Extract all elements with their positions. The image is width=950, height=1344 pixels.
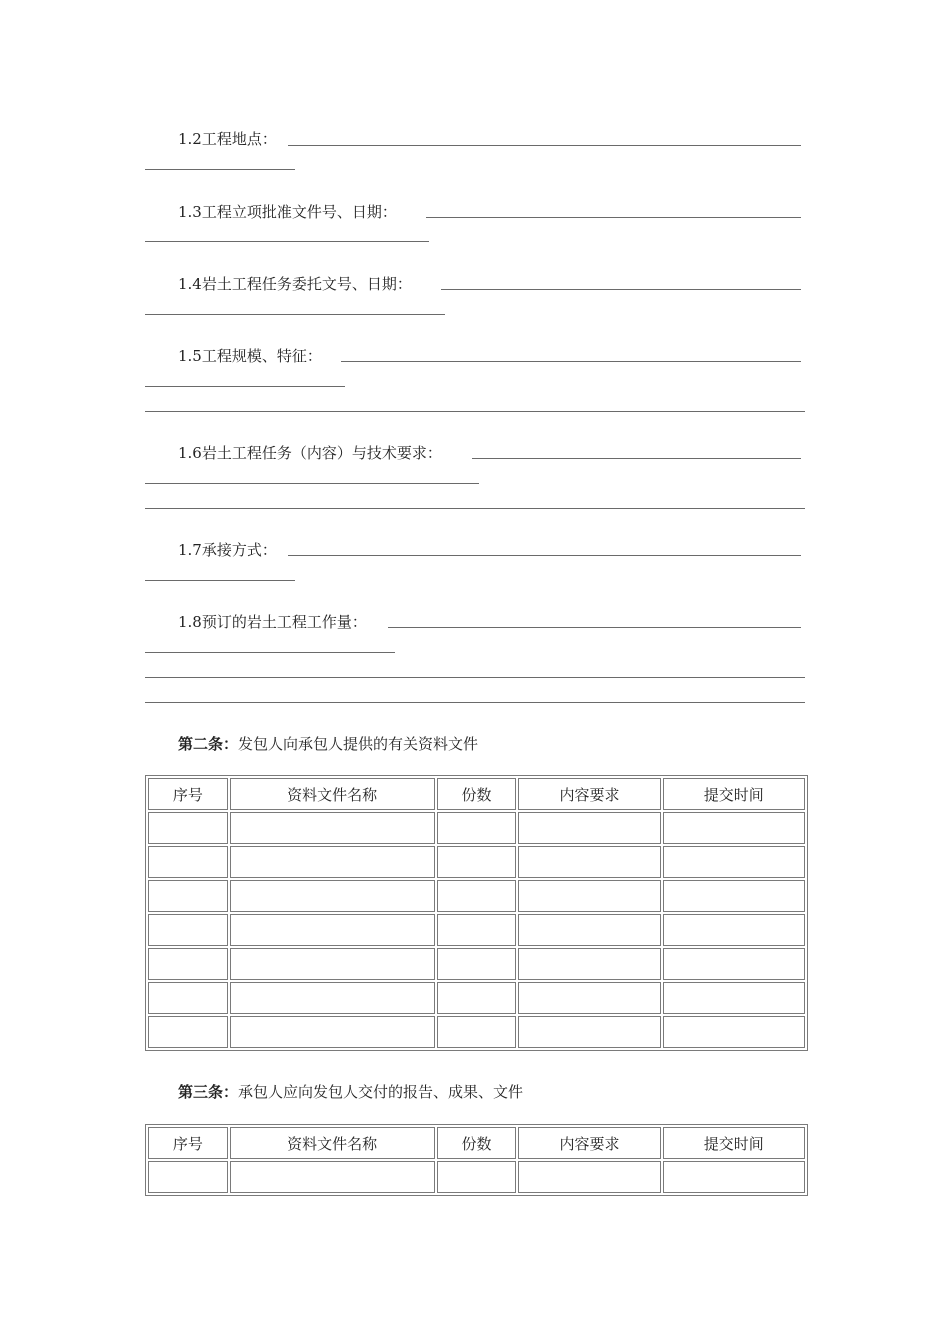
blank-line[interactable] (426, 217, 801, 218)
table-cell[interactable] (148, 914, 228, 946)
table-cell[interactable] (148, 846, 228, 878)
header-copies: 份数 (437, 778, 517, 810)
table-cell[interactable] (230, 1161, 435, 1193)
table-cell[interactable] (148, 1016, 228, 1048)
blank-line[interactable] (145, 386, 345, 387)
table-cell[interactable] (663, 1161, 805, 1193)
blank-line[interactable] (472, 458, 801, 459)
clause-label: 1.5工程规模、特征： (178, 347, 322, 365)
header-doc-name: 资料文件名称 (230, 1127, 435, 1159)
table-cell[interactable] (148, 948, 228, 980)
table-cell[interactable] (663, 880, 805, 912)
table-cell[interactable] (148, 1161, 228, 1193)
table-cell[interactable] (437, 812, 517, 844)
table-cell[interactable] (230, 914, 435, 946)
table-row (148, 812, 805, 844)
table-cell[interactable] (518, 914, 660, 946)
table-cell[interactable] (230, 948, 435, 980)
header-doc-name: 资料文件名称 (230, 778, 435, 810)
table-row (148, 1016, 805, 1048)
table-cell[interactable] (518, 1161, 660, 1193)
article-text: 发包人向承包人提供的有关资料文件 (238, 735, 479, 753)
article-number: 第三条： (178, 1083, 239, 1101)
table-cell[interactable] (663, 982, 805, 1014)
header-submit-time: 提交时间 (663, 1127, 805, 1159)
blank-line[interactable] (145, 652, 395, 653)
table-cell[interactable] (518, 846, 660, 878)
article-text: 承包人应向发包人交付的报告、成果、文件 (238, 1083, 524, 1101)
table-cell[interactable] (148, 982, 228, 1014)
table-cell[interactable] (518, 812, 660, 844)
article-3-heading (178, 1081, 523, 1102)
table-cell[interactable] (437, 1161, 517, 1193)
header-content-req: 内容要求 (518, 778, 660, 810)
blank-line[interactable] (145, 314, 445, 315)
article-number: 第二条： (178, 735, 239, 753)
table-cell[interactable] (663, 1016, 805, 1048)
clause-label: 1.6岩土工程任务（内容）与技术要求： (178, 444, 442, 462)
blank-line[interactable] (145, 580, 295, 581)
table-row (148, 914, 805, 946)
clause-label: 1.3工程立项批准文件号、日期： (178, 203, 397, 221)
blank-line[interactable] (441, 289, 801, 290)
table-cell[interactable] (230, 812, 435, 844)
table-cell[interactable] (437, 1016, 517, 1048)
table-row (148, 948, 805, 980)
table-cell[interactable] (437, 846, 517, 878)
blank-line[interactable] (388, 627, 801, 628)
table-cell[interactable] (518, 1016, 660, 1048)
table-cell[interactable] (148, 880, 228, 912)
table-cell[interactable] (230, 880, 435, 912)
article-2-table (145, 775, 808, 1051)
header-submit-time: 提交时间 (663, 778, 805, 810)
table-cell[interactable] (230, 846, 435, 878)
table-cell[interactable] (437, 948, 517, 980)
table-row (148, 982, 805, 1014)
clause-label: 1.4岩土工程任务委托文号、日期： (178, 275, 412, 293)
table-cell[interactable] (518, 982, 660, 1014)
table-cell[interactable] (437, 914, 517, 946)
table-cell[interactable] (518, 880, 660, 912)
table-row (148, 880, 805, 912)
blank-line[interactable] (145, 508, 805, 509)
blank-line[interactable] (145, 169, 295, 170)
table-cell[interactable] (437, 880, 517, 912)
header-seq: 序号 (148, 1127, 228, 1159)
table-row (148, 1161, 805, 1193)
table-cell[interactable] (230, 982, 435, 1014)
blank-line[interactable] (288, 145, 801, 146)
blank-line[interactable] (341, 361, 801, 362)
table-cell[interactable] (518, 948, 660, 980)
table-cell[interactable] (437, 982, 517, 1014)
blank-line[interactable] (145, 411, 805, 412)
clause-label: 1.8预订的岩土工程工作量： (178, 613, 367, 631)
clause-label: 1.7承接方式： (178, 541, 277, 559)
blank-line[interactable] (145, 241, 429, 242)
table-row (148, 846, 805, 878)
table-cell[interactable] (663, 948, 805, 980)
table-header-row (148, 778, 805, 810)
table-cell[interactable] (663, 846, 805, 878)
table-cell[interactable] (230, 1016, 435, 1048)
table-cell[interactable] (148, 812, 228, 844)
article-3-table (145, 1124, 808, 1196)
blank-line[interactable] (288, 555, 801, 556)
header-content-req: 内容要求 (518, 1127, 660, 1159)
blank-line[interactable] (145, 483, 479, 484)
table-header-row (148, 1127, 805, 1159)
clause-label: 1.2工程地点： (178, 130, 277, 148)
blank-line[interactable] (145, 702, 805, 703)
article-2-heading (178, 733, 478, 754)
table-cell[interactable] (663, 812, 805, 844)
table-cell[interactable] (663, 914, 805, 946)
blank-line[interactable] (145, 677, 805, 678)
header-seq: 序号 (148, 778, 228, 810)
header-copies: 份数 (437, 1127, 517, 1159)
